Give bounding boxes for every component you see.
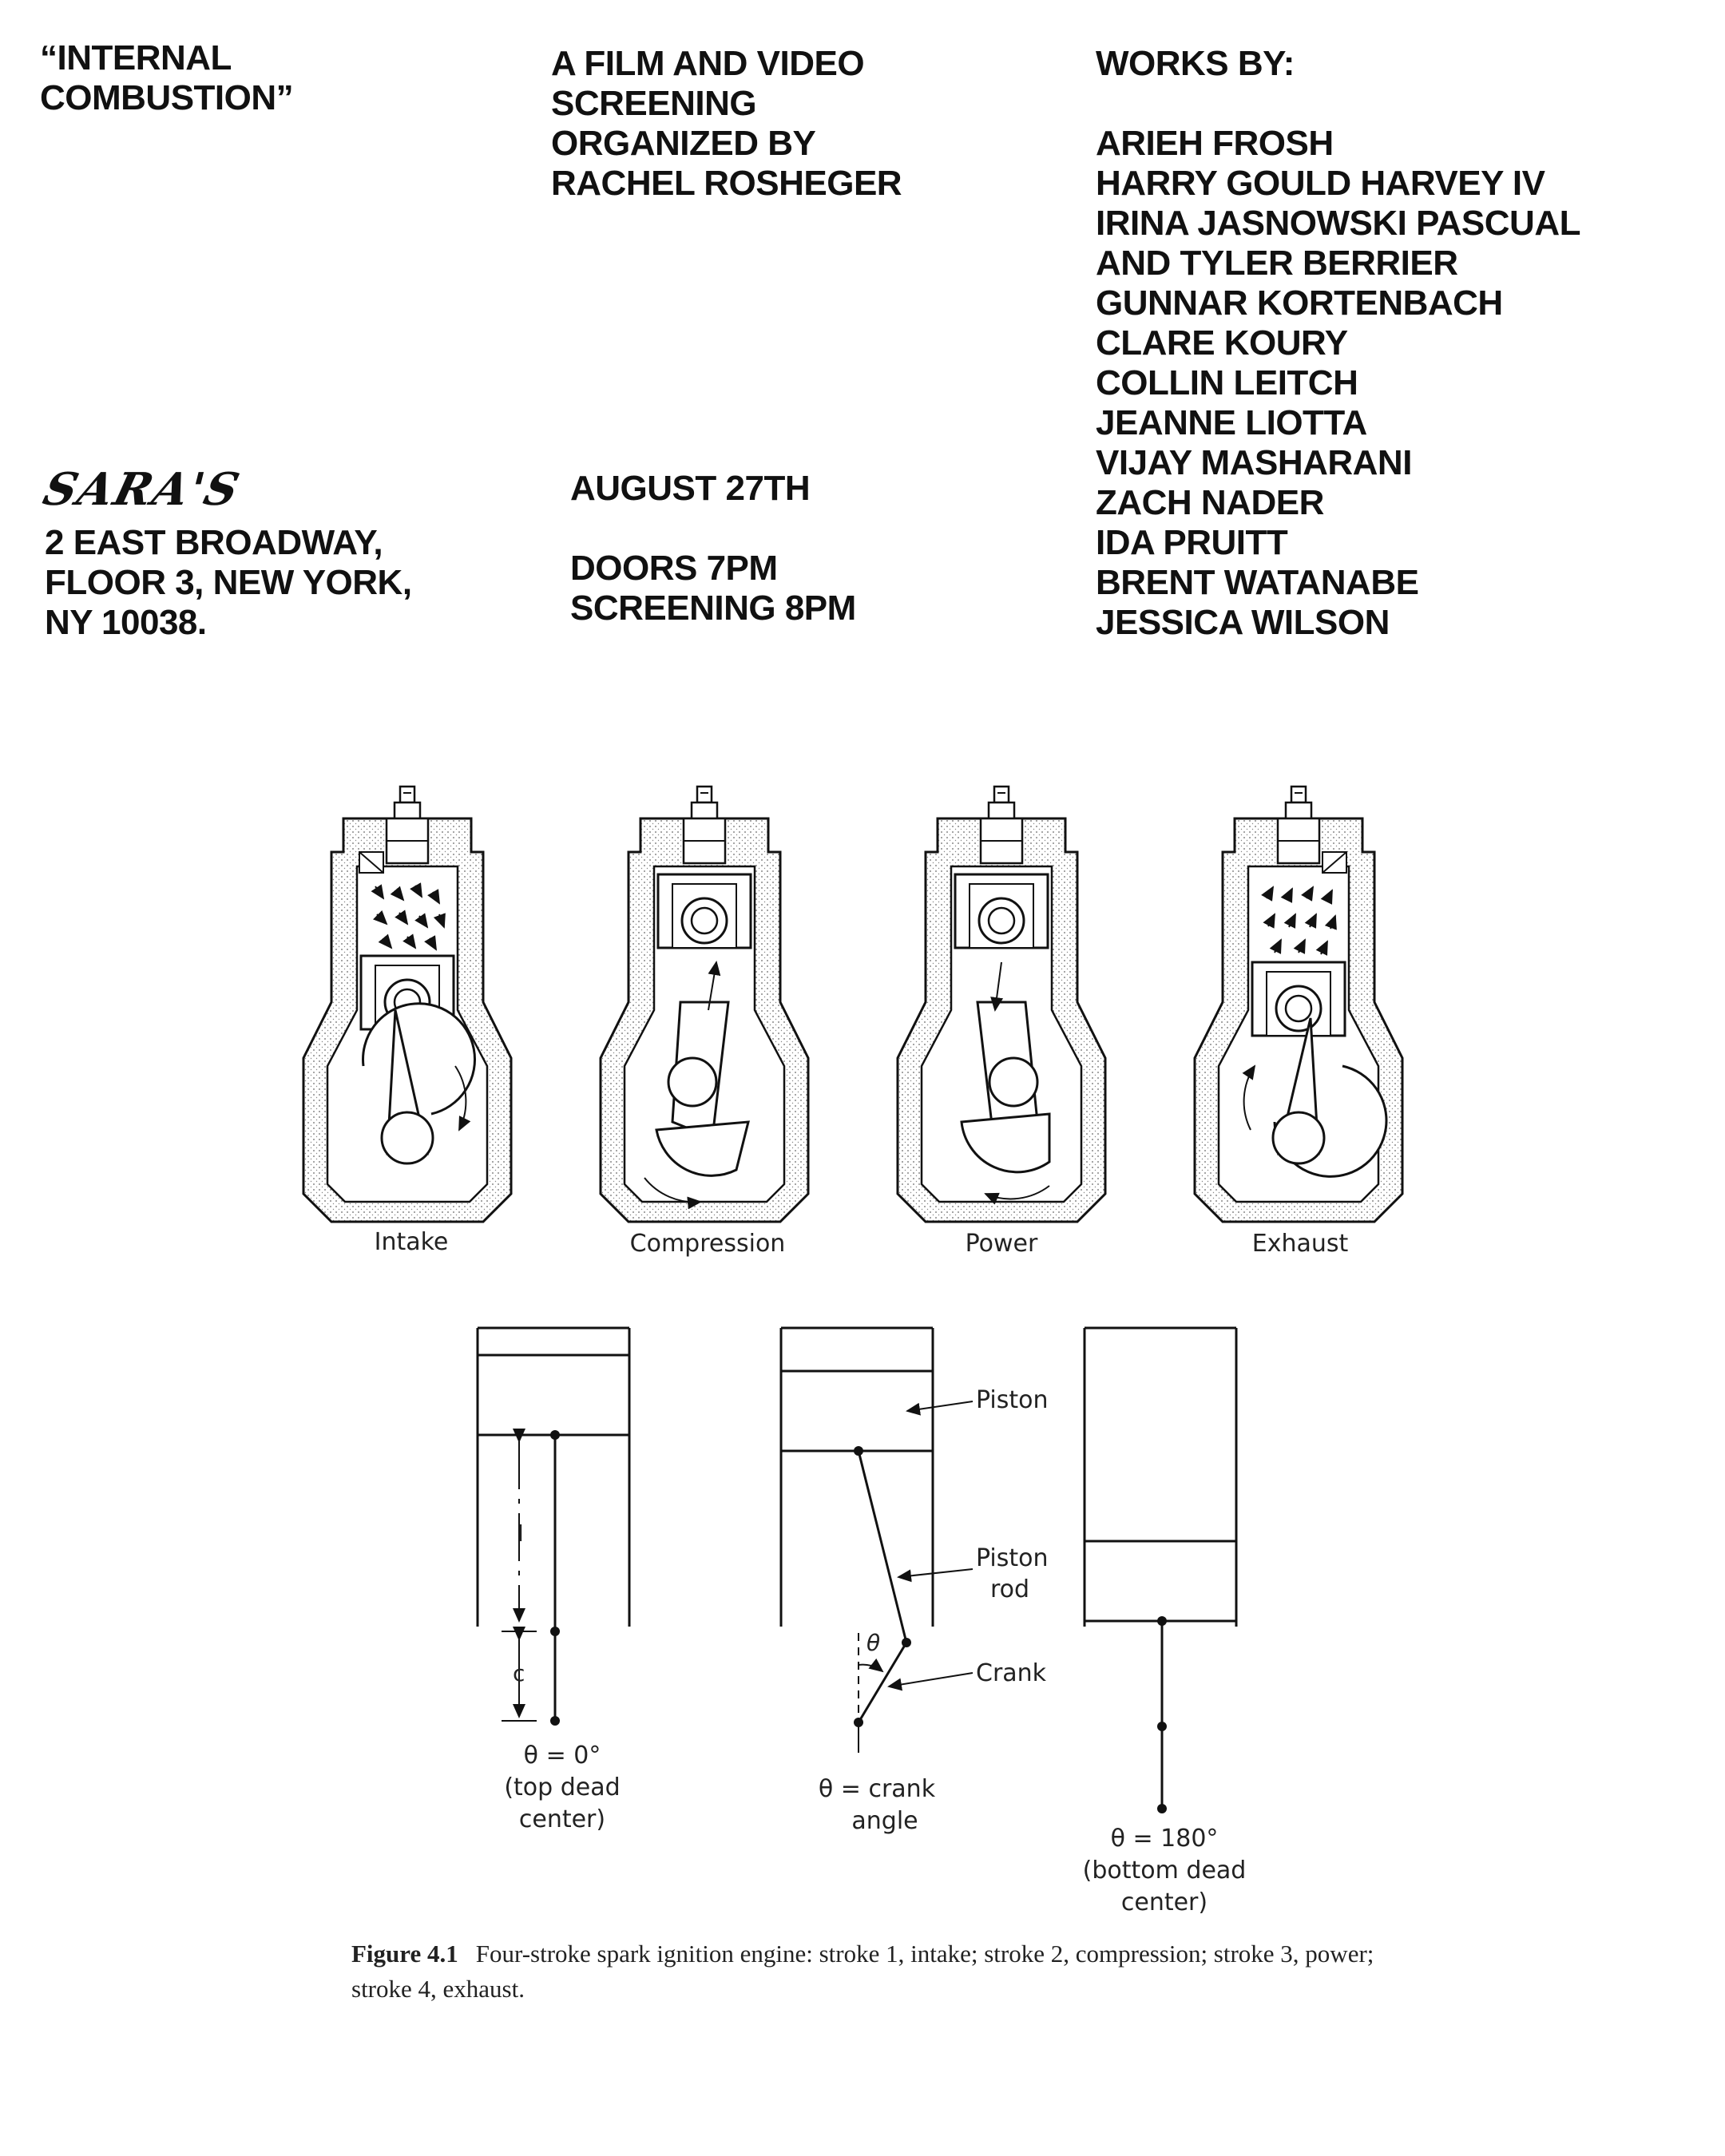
figure-caption-text: Four-stroke spark ignition engine: stroke 1, intake; stroke 2, compression; stroke 3, power; stroke 4, exhaust. bbox=[351, 1940, 1374, 2003]
compression-engine bbox=[601, 787, 808, 1222]
artist-name: JESSICA WILSON bbox=[1096, 603, 1390, 642]
address-line: 2 EAST BROADWAY, bbox=[45, 523, 383, 562]
artist-name: IRINA JASNOWSKI PASCUAL bbox=[1096, 204, 1580, 243]
crank-angle-label-2: angle bbox=[851, 1807, 918, 1835]
bdc-label-1: θ = 180° bbox=[1110, 1825, 1219, 1853]
tdc-label-3: center) bbox=[518, 1805, 606, 1833]
event-date: AUGUST 27TH bbox=[570, 469, 811, 508]
artist-name: IDA PRUITT bbox=[1096, 523, 1288, 562]
crank-angle-label-1: θ = crank bbox=[818, 1775, 936, 1803]
venue-address bbox=[45, 523, 412, 643]
stroke-label-exhaust: Exhaust bbox=[1251, 1230, 1349, 1258]
figure-number: Figure 4.1 bbox=[351, 1940, 458, 1968]
schedule-block bbox=[570, 469, 856, 628]
tdc-diagram bbox=[478, 1328, 629, 1726]
organizer-block bbox=[551, 44, 902, 204]
title-line-1: “INTERNAL bbox=[40, 38, 232, 77]
venue-logo: SARA'S bbox=[38, 463, 246, 516]
engine-diagram bbox=[168, 763, 1561, 2060]
engine-figure bbox=[168, 763, 1561, 2060]
power-engine bbox=[898, 787, 1105, 1222]
artist-name: BRENT WATANABE bbox=[1096, 563, 1419, 602]
event-title bbox=[40, 38, 293, 118]
artist-name: VIJAY MASHARANI bbox=[1096, 443, 1412, 482]
artist-name: GUNNAR KORTENBACH bbox=[1096, 283, 1503, 323]
length-label-c: c bbox=[513, 1660, 525, 1686]
works-heading: WORKS BY: bbox=[1096, 44, 1295, 83]
exhaust-engine bbox=[1195, 787, 1402, 1222]
organizer-line: SCREENING bbox=[551, 84, 757, 123]
artist-name: HARRY GOULD HARVEY IV bbox=[1096, 164, 1545, 203]
artist-name: ZACH NADER bbox=[1096, 483, 1324, 522]
piston-rod-label-1: Piston bbox=[976, 1544, 1049, 1572]
figure-caption bbox=[351, 1936, 1438, 2007]
artist-name: AND TYLER BERRIER bbox=[1096, 244, 1458, 283]
theta-label: θ bbox=[866, 1630, 881, 1656]
organizer-line: RACHEL ROSHEGER bbox=[551, 164, 902, 203]
piston-rod-label-2: rod bbox=[990, 1575, 1030, 1603]
artist-name: COLLIN LEITCH bbox=[1096, 363, 1358, 402]
crank-angle-diagram bbox=[781, 1328, 1049, 1753]
stroke-label-power: Power bbox=[965, 1230, 1038, 1258]
title-line-2: COMBUSTION” bbox=[40, 78, 294, 117]
address-line: FLOOR 3, NEW YORK, bbox=[45, 563, 412, 602]
intake-engine bbox=[303, 787, 511, 1222]
length-label-l: l bbox=[518, 1520, 524, 1547]
doors-time: DOORS 7PM bbox=[570, 549, 778, 588]
artist-name: CLARE KOURY bbox=[1096, 323, 1348, 363]
screening-time: SCREENING 8PM bbox=[570, 589, 856, 628]
organizer-line: ORGANIZED BY bbox=[551, 124, 816, 163]
tdc-label-1: θ = 0° bbox=[523, 1742, 601, 1770]
artists-block bbox=[1096, 44, 1580, 643]
piston-label: Piston bbox=[976, 1386, 1049, 1414]
artist-name: JEANNE LIOTTA bbox=[1096, 403, 1367, 442]
tdc-label-2: (top dead bbox=[504, 1774, 621, 1801]
crank-label: Crank bbox=[976, 1659, 1047, 1687]
stroke-label-compression: Compression bbox=[629, 1230, 786, 1258]
bdc-label-3: center) bbox=[1120, 1888, 1208, 1916]
stroke-label-intake: Intake bbox=[374, 1228, 449, 1256]
organizer-line: A FILM AND VIDEO bbox=[551, 44, 865, 83]
artist-name: ARIEH FROSH bbox=[1096, 124, 1334, 163]
address-line: NY 10038. bbox=[45, 603, 207, 642]
bdc-label-2: (bottom dead bbox=[1082, 1857, 1247, 1885]
bdc-diagram bbox=[1085, 1328, 1236, 1813]
